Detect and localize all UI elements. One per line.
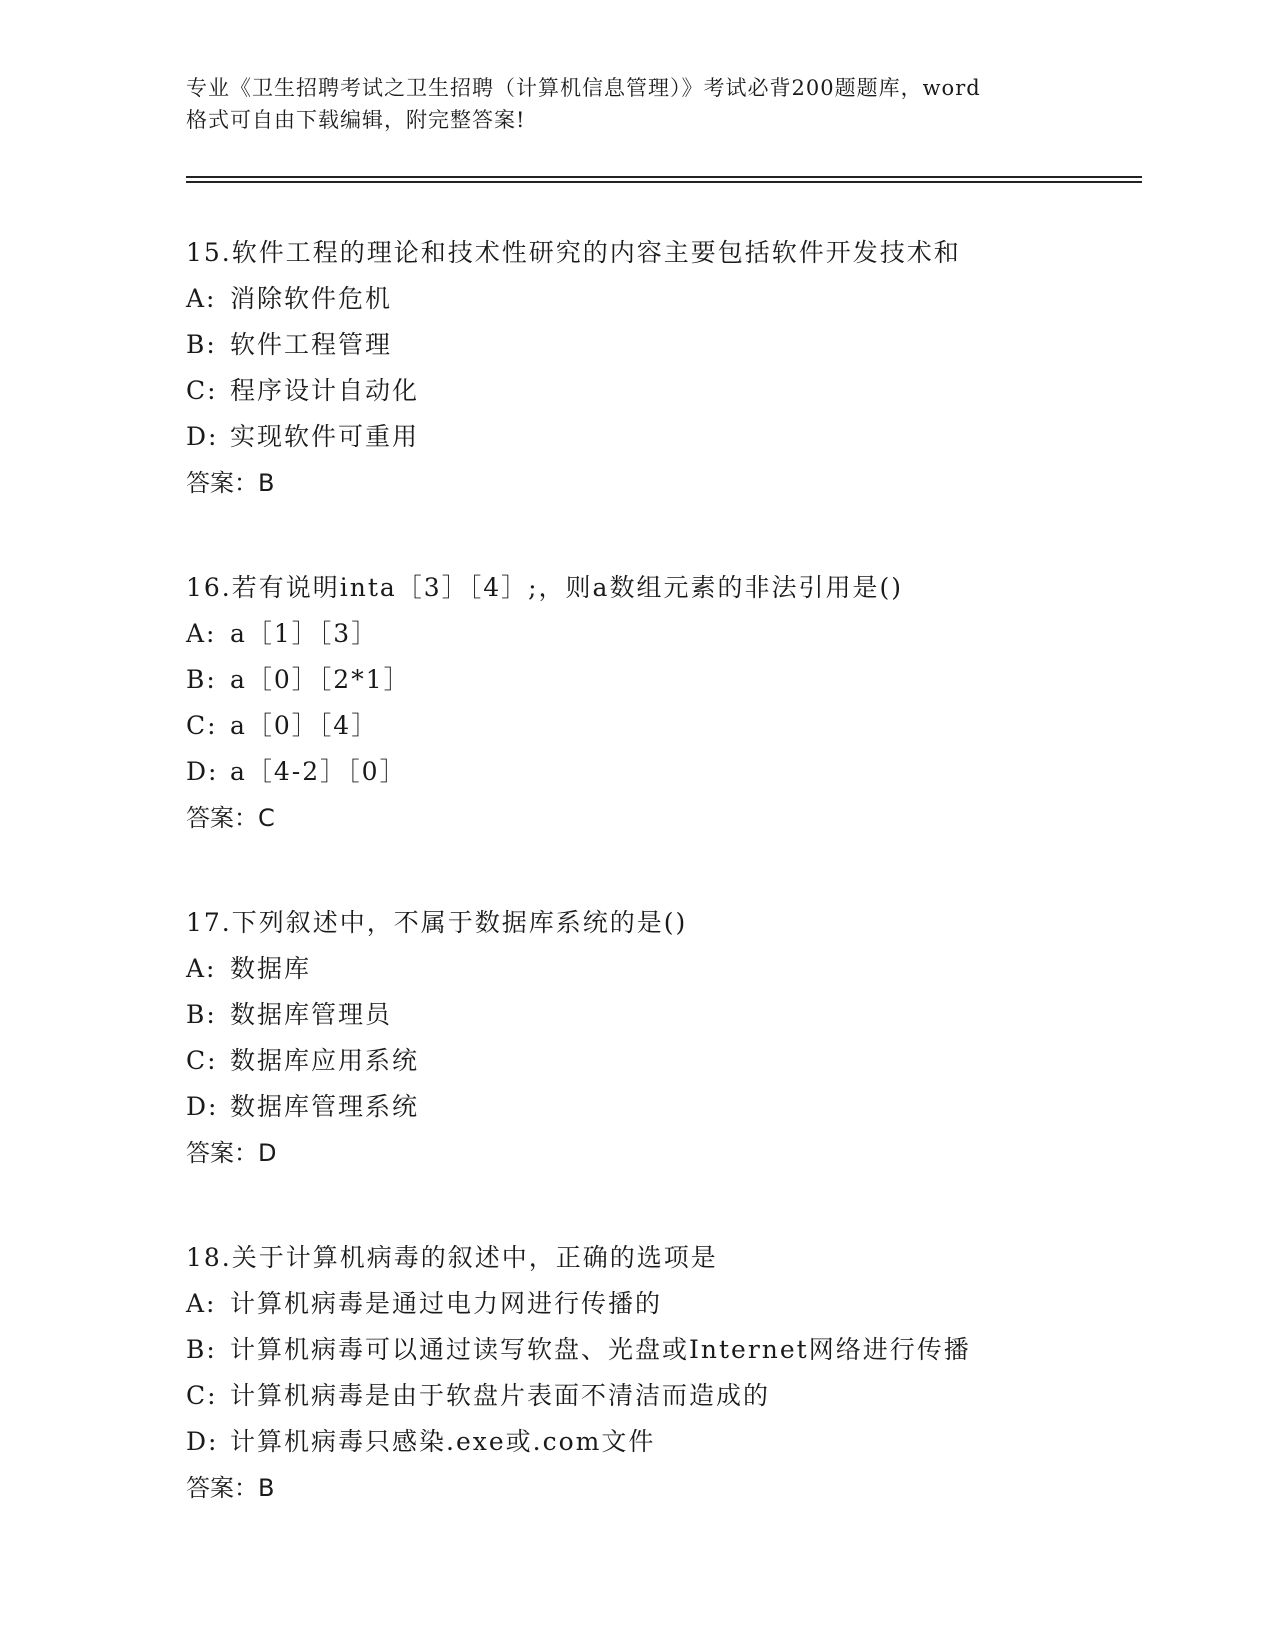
answer-line: 答案：C [186,804,275,832]
answer-line: 答案：B [186,469,275,497]
option-text: 计算机病毒是通过电力网进行传播的 [230,1289,663,1318]
option-letter: D: [186,1427,219,1456]
option-text: a［0］［4］ [230,711,379,740]
option-letter: D: [186,757,219,786]
option-letter: C: [186,1046,218,1075]
option-text: 计算机病毒是由于软盘片表面不清洁而造成的 [230,1381,771,1410]
option-letter: A: [186,619,217,648]
option-letter: A: [186,284,217,313]
header-line-1: 专业《卫生招聘考试之卫生招聘（计算机信息管理）》考试必背200题题库，word [186,76,981,100]
option-letter: B: [186,330,217,359]
option-d [186,1084,1166,1130]
header-divider-top [186,176,1142,178]
option-b [186,1327,1166,1373]
question-16 [186,565,1166,841]
option-a [186,946,1166,992]
question-18 [186,1235,1166,1511]
question-stem: 15.软件工程的理论和技术性研究的内容主要包括软件开发技术和 [186,238,961,267]
option-letter: C: [186,1381,218,1410]
option-letter: B: [186,1000,217,1029]
question-15 [186,230,1166,506]
option-text: 数据库 [230,954,312,983]
option-letter: A: [186,1289,217,1318]
option-b [186,992,1166,1038]
header-line-2: 格式可自由下载编辑，附完整答案! [186,108,526,132]
option-text: a［0］［2*1］ [230,665,411,694]
option-text: 数据库管理员 [230,1000,393,1029]
option-a [186,611,1166,657]
option-letter: D: [186,422,219,451]
option-text: a［1］［3］ [230,619,379,648]
option-c [186,1038,1166,1084]
option-d [186,414,1166,460]
option-a [186,276,1166,322]
question-stem: 17.下列叙述中，不属于数据库系统的是() [186,908,688,937]
option-text: 程序设计自动化 [230,376,420,405]
option-c [186,1373,1166,1419]
option-a [186,1281,1166,1327]
option-c [186,368,1166,414]
option-letter: C: [186,711,218,740]
option-c [186,703,1166,749]
option-b [186,657,1166,703]
option-d [186,1419,1166,1465]
question-stem: 16.若有说明inta［3］［4］;，则a数组元素的非法引用是() [186,573,903,602]
question-17 [186,900,1166,1176]
option-letter: B: [186,665,217,694]
option-letter: A: [186,954,217,983]
option-b [186,322,1166,368]
option-text: 数据库应用系统 [230,1046,420,1075]
question-stem: 18.关于计算机病毒的叙述中，正确的选项是 [186,1243,718,1272]
answer-line: 答案：B [186,1474,275,1502]
document-header [186,72,1096,136]
question-list [186,230,1166,1570]
answer-line: 答案：D [186,1139,277,1167]
option-text: 消除软件危机 [230,284,393,313]
option-d [186,749,1166,795]
option-text: a［4-2］［0］ [230,757,407,786]
option-letter: B: [186,1335,217,1364]
option-text: 计算机病毒可以通过读写软盘、光盘或Internet网络进行传播 [230,1335,971,1364]
option-text: 计算机病毒只感染.exe或.com文件 [230,1427,656,1456]
option-letter: C: [186,376,218,405]
option-text: 软件工程管理 [230,330,393,359]
option-text: 实现软件可重用 [230,422,420,451]
option-letter: D: [186,1092,219,1121]
header-divider-bottom [186,181,1142,183]
option-text: 数据库管理系统 [230,1092,420,1121]
